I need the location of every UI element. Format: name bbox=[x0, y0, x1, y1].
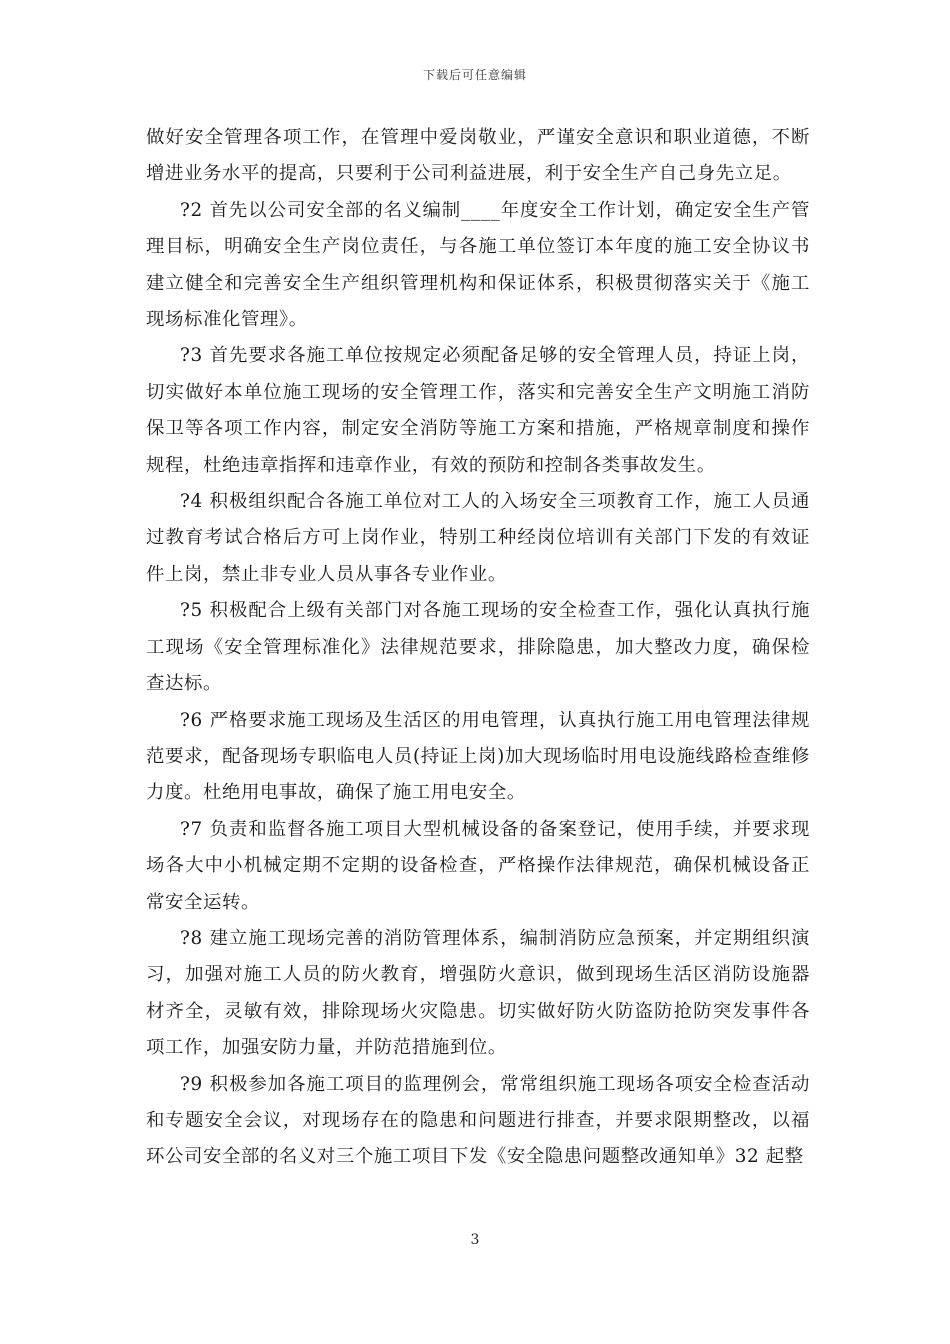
paragraph-item-6: ?6 严格要求施工现场及生活区的用电管理，认真执行施工用电管理法律规范要求，配备现场专职临电人员(持证上岗)加大现场临时用电设施线路检查维修力度。杜绝用电事故，确保了施工用电安全。 bbox=[146, 709, 810, 804]
page-header: 下载后可任意编辑 bbox=[422, 68, 527, 82]
paragraph-item-7: ?7 负责和监督各施工项目大型机械设备的备案登记，使用手续，并要求现场各大中小机械定期不定期的设备检查，严格操作法律规范，确保机械设备正常安全运转。 bbox=[146, 818, 810, 913]
paragraph-item-2: ?2 首先以公司安全部的名义编制____年度安全工作计划，确定安全生产管理目标，明确安全生产岗位责任，与各施工单位签订本年度的施工安全协议书建立健全和完善安全生产组织管理机构和保证体系，积极贯彻落实关于《施工现场标准化管理》。 bbox=[146, 199, 810, 331]
paragraph-continuation: 做好安全管理各项工作，在管理中爱岗敬业，严谨安全意识和职业道德，不断增进业务水平的提高，只要利于公司利益进展，利于安全生产自己身先立足。 bbox=[146, 127, 810, 185]
paragraph-item-5: ?5 积极配合上级有关部门对各施工现场的安全检查工作，强化认真执行施工现场《安全管理标准化》法律规范要求，排除隐患，加大整改力度，确保检查达标。 bbox=[146, 600, 810, 695]
page-number: 3 bbox=[470, 1232, 480, 1248]
paragraph-item-4: ?4 积极组织配合各施工单位对工人的入场安全三项教育工作，施工人员通过教育考试合格后方可上岗作业，特别工种经岗位培训有关部门下发的有效证件上岗，禁止非专业人员从事各专业作业。 bbox=[146, 491, 810, 585]
paragraph-item-8: ?8 建立施工现场完善的消防管理体系，编制消防应急预案，并定期组织演习，加强对施工人员的防火教育，增强防火意识，做到现场生活区消防设施器材齐全，灵敏有效，排除现场火灾隐患。切实做好防火防盗防抢防突发事件各项工作，加强安防力量，并防范措施到位。 bbox=[146, 927, 810, 1059]
paragraph-item-3: ?3 首先要求各施工单位按规定必须配备足够的安全管理人员，持证上岗，切实做好本单位施工现场的安全管理工作，落实和完善安全生产文明施工消防保卫等各项工作内容，制定安全消防等施工方案和措施，严格规章制度和操作规程，杜绝违章指挥和违章作业，有效的预防和控制各类事故发生。 bbox=[146, 345, 810, 476]
document-body bbox=[146, 120, 810, 1176]
paragraph-item-9: ?9 积极参加各施工项目的监理例会，常常组织施工现场各项安全检查活动和专题安全会议，对现场存在的隐患和问题进行排查，并要求限期整改，以福环公司安全部的名义对三个施工项目下发《安全隐患问题整改通知单》32 起整 bbox=[146, 1073, 810, 1168]
